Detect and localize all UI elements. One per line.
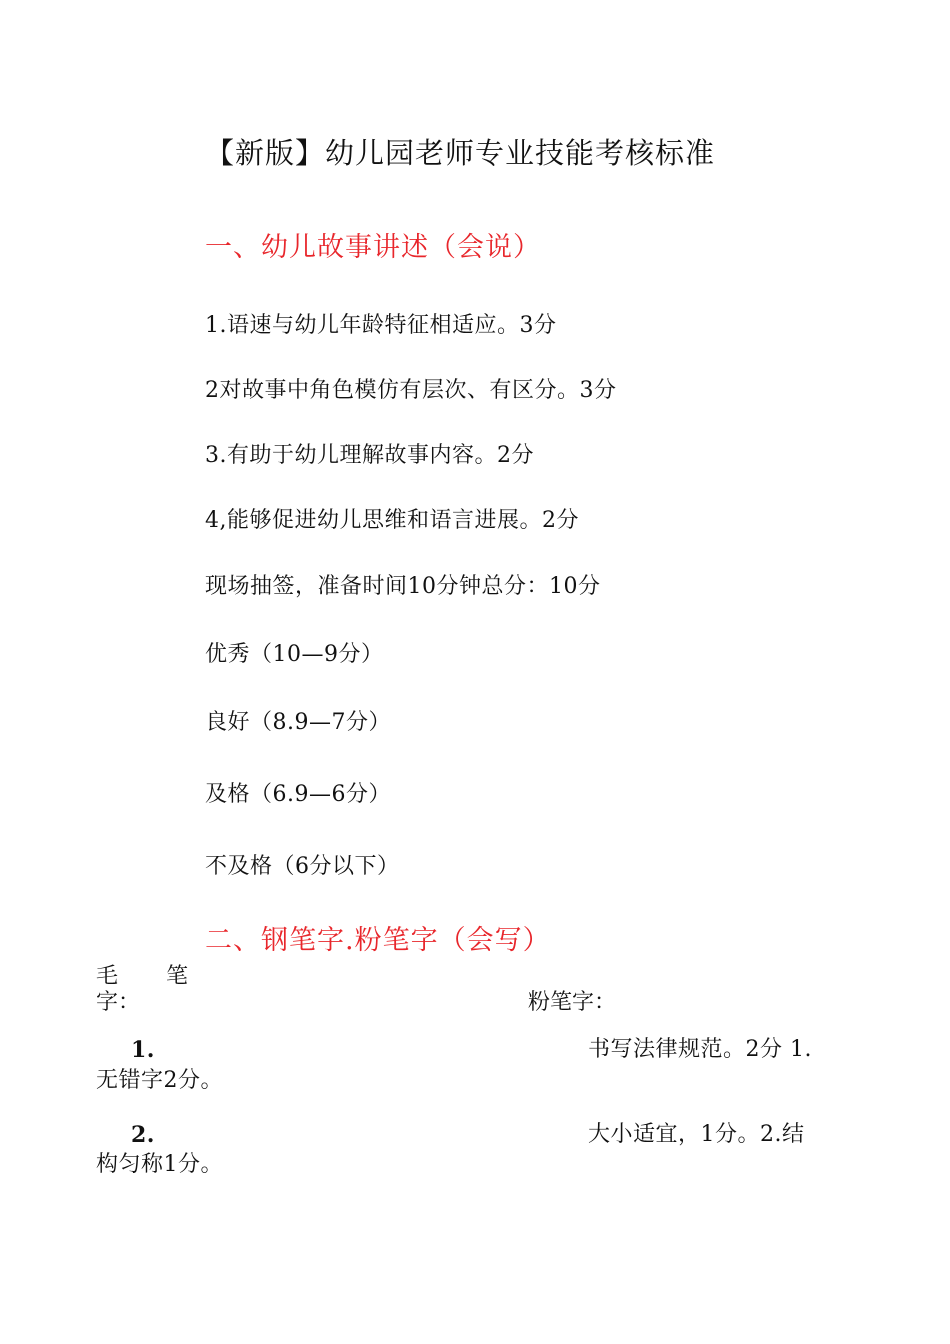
row2-text: 大小适宜，1分。2.结	[588, 1122, 805, 1147]
row2-number: 2.	[131, 1122, 155, 1148]
brush-label-part2: 笔	[166, 964, 189, 989]
row1-wrap: 无错字2分。	[96, 1068, 223, 1093]
section1-item-3: 3.有助于幼儿理解故事内容。2分	[205, 443, 534, 468]
brush-label-part3: 字：	[96, 990, 141, 1015]
row2-wrap: 构匀称1分。	[96, 1152, 223, 1177]
grade-excellent: 优秀（10—9分）	[205, 642, 384, 667]
grade-fail: 不及格（6分以下）	[205, 854, 400, 879]
section2-heading: 二、钢笔字.粉笔字（会写）	[205, 925, 551, 956]
section1-item-2: 2对故事中角色模仿有层次、有区分。3分	[205, 378, 617, 403]
section1-total-score: 现场抽签，准备时间10分钟总分：10分	[205, 574, 601, 599]
chalk-label: 粉笔字：	[528, 990, 617, 1015]
section1-item-1: 1.语速与幼儿年龄特征相适应。3分	[205, 313, 557, 338]
section1-item-4: 4,能够促进幼儿思维和语言进展。2分	[205, 508, 579, 533]
brush-label-part1: 毛	[96, 964, 119, 989]
document-title: 【新版】幼儿园老师专业技能考核标准	[205, 136, 716, 170]
grade-pass: 及格（6.9—6分）	[205, 782, 391, 807]
row1-text: 书写法律规范。2分 1.	[588, 1037, 812, 1062]
section1-heading: 一、幼儿故事讲述（会说）	[205, 232, 541, 263]
row1-number: 1.	[131, 1037, 155, 1063]
grade-good: 良好（8.9—7分）	[205, 710, 391, 735]
